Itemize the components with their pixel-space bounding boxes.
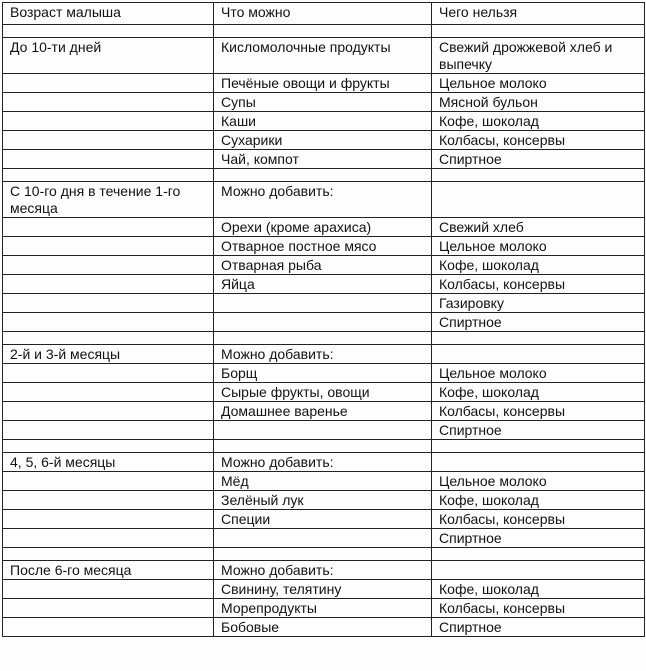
forbidden-cell: Кофе, шоколад xyxy=(432,580,645,599)
allowed-cell: Свинину, телятину xyxy=(214,580,432,599)
separator-row xyxy=(3,440,645,453)
table-row xyxy=(3,112,645,131)
age-cell xyxy=(3,491,214,510)
age-cell xyxy=(3,548,214,561)
age-cell xyxy=(3,529,214,548)
table-row xyxy=(3,345,645,364)
forbidden-cell xyxy=(432,453,645,472)
allowed-cell xyxy=(214,332,432,345)
table-row xyxy=(3,131,645,150)
forbidden-cell xyxy=(432,548,645,561)
age-cell xyxy=(3,510,214,529)
forbidden-cell: Кофе, шоколад xyxy=(432,491,645,510)
separator-row xyxy=(3,548,645,561)
age-cell xyxy=(3,237,214,256)
table-row xyxy=(3,510,645,529)
allowed-cell: Можно добавить: xyxy=(214,453,432,472)
age-cell xyxy=(3,383,214,402)
age-cell: С 10-го дня в течение 1-го месяца xyxy=(3,182,214,218)
table-row xyxy=(3,453,645,472)
forbidden-cell xyxy=(432,561,645,580)
age-cell xyxy=(3,112,214,131)
table-row xyxy=(3,364,645,383)
table-row xyxy=(3,580,645,599)
allowed-cell: Специи xyxy=(214,510,432,529)
table-row xyxy=(3,93,645,112)
forbidden-cell: Цельное молоко xyxy=(432,472,645,491)
forbidden-cell: Колбасы, консервы xyxy=(432,275,645,294)
separator-row xyxy=(3,332,645,345)
age-cell xyxy=(3,25,214,38)
allowed-cell: Морепродукты xyxy=(214,599,432,618)
forbidden-cell: Кофе, шоколад xyxy=(432,112,645,131)
allowed-cell: Борщ xyxy=(214,364,432,383)
forbidden-cell: Спиртное xyxy=(432,618,645,637)
forbidden-cell: Свежий дрожжевой хлеб и выпечку xyxy=(432,38,645,74)
table-row xyxy=(3,383,645,402)
table-row xyxy=(3,150,645,169)
forbidden-cell xyxy=(432,345,645,364)
allowed-cell: Каши xyxy=(214,112,432,131)
table-row xyxy=(3,529,645,548)
allowed-cell xyxy=(214,440,432,453)
allowed-cell xyxy=(214,25,432,38)
allowed-cell: Можно добавить: xyxy=(214,345,432,364)
age-cell xyxy=(3,472,214,491)
age-cell: До 10-ти дней xyxy=(3,38,214,74)
forbidden-cell: Колбасы, консервы xyxy=(432,599,645,618)
forbidden-cell: Цельное молоко xyxy=(432,74,645,93)
allowed-cell: Зелёный лук xyxy=(214,491,432,510)
allowed-cell: Чай, компот xyxy=(214,150,432,169)
forbidden-cell xyxy=(432,169,645,182)
forbidden-cell: Спиртное xyxy=(432,529,645,548)
age-cell xyxy=(3,440,214,453)
forbidden-cell xyxy=(432,182,645,218)
forbidden-cell: Колбасы, консервы xyxy=(432,131,645,150)
allowed-cell: Орехи (кроме арахиса) xyxy=(214,218,432,237)
forbidden-cell xyxy=(432,440,645,453)
age-cell xyxy=(3,294,214,313)
allowed-cell: Супы xyxy=(214,93,432,112)
table-row xyxy=(3,402,645,421)
age-cell xyxy=(3,93,214,112)
allowed-cell: Домашнее варенье xyxy=(214,402,432,421)
table-row xyxy=(3,74,645,93)
age-cell xyxy=(3,256,214,275)
forbidden-cell: Кофе, шоколад xyxy=(432,383,645,402)
allowed-cell: Можно добавить: xyxy=(214,182,432,218)
age-cell xyxy=(3,364,214,383)
age-cell xyxy=(3,150,214,169)
table-row xyxy=(3,421,645,440)
table-row xyxy=(3,182,645,218)
forbidden-cell: Мясной бульон xyxy=(432,93,645,112)
allowed-cell: Можно добавить: xyxy=(214,561,432,580)
forbidden-cell xyxy=(432,25,645,38)
separator-row xyxy=(3,25,645,38)
table-row xyxy=(3,218,645,237)
forbidden-cell: Спиртное xyxy=(432,313,645,332)
age-cell xyxy=(3,421,214,440)
allowed-cell: Сырые фрукты, овощи xyxy=(214,383,432,402)
age-cell: После 6-го месяца xyxy=(3,561,214,580)
forbidden-cell: Цельное молоко xyxy=(432,237,645,256)
forbidden-cell: Спиртное xyxy=(432,421,645,440)
allowed-cell xyxy=(214,421,432,440)
table-row xyxy=(3,599,645,618)
allowed-cell xyxy=(214,548,432,561)
table-row xyxy=(3,256,645,275)
table-row xyxy=(3,237,645,256)
table-row xyxy=(3,294,645,313)
table-row xyxy=(3,491,645,510)
allowed-cell xyxy=(214,313,432,332)
age-cell xyxy=(3,74,214,93)
table-row xyxy=(3,275,645,294)
age-cell xyxy=(3,618,214,637)
allowed-cell: Печёные овощи и фрукты xyxy=(214,74,432,93)
separator-row xyxy=(3,169,645,182)
col-header-age: Возраст малыша xyxy=(3,3,214,25)
age-cell xyxy=(3,169,214,182)
forbidden-cell: Газировку xyxy=(432,294,645,313)
age-cell xyxy=(3,218,214,237)
col-header-allowed: Что можно xyxy=(214,3,432,25)
allowed-cell: Яйца xyxy=(214,275,432,294)
forbidden-cell: Спиртное xyxy=(432,150,645,169)
age-cell: 4, 5, 6-й месяцы xyxy=(3,453,214,472)
allowed-cell: Отварная рыба xyxy=(214,256,432,275)
table-row xyxy=(3,38,645,74)
allowed-cell xyxy=(214,169,432,182)
age-cell xyxy=(3,313,214,332)
forbidden-cell: Кофе, шоколад xyxy=(432,256,645,275)
allowed-cell: Отварное постное мясо xyxy=(214,237,432,256)
table-row xyxy=(3,313,645,332)
table-row xyxy=(3,561,645,580)
allowed-cell: Сухарики xyxy=(214,131,432,150)
forbidden-cell: Свежий хлеб xyxy=(432,218,645,237)
allowed-cell: Кисломолочные продукты xyxy=(214,38,432,74)
age-cell xyxy=(3,402,214,421)
age-cell xyxy=(3,131,214,150)
age-cell xyxy=(3,275,214,294)
forbidden-cell: Цельное молоко xyxy=(432,364,645,383)
allowed-cell xyxy=(214,529,432,548)
age-cell xyxy=(3,580,214,599)
age-cell: 2-й и 3-й месяцы xyxy=(3,345,214,364)
forbidden-cell: Колбасы, консервы xyxy=(432,402,645,421)
allowed-cell: Мёд xyxy=(214,472,432,491)
table-row xyxy=(3,618,645,637)
header-row xyxy=(3,3,645,25)
forbidden-cell xyxy=(432,332,645,345)
age-cell xyxy=(3,599,214,618)
table-row xyxy=(3,472,645,491)
forbidden-cell: Колбасы, консервы xyxy=(432,510,645,529)
age-cell xyxy=(3,332,214,345)
baby-diet-table xyxy=(2,2,645,637)
allowed-cell: Бобовые xyxy=(214,618,432,637)
col-header-forbidden: Чего нельзя xyxy=(432,3,645,25)
allowed-cell xyxy=(214,294,432,313)
